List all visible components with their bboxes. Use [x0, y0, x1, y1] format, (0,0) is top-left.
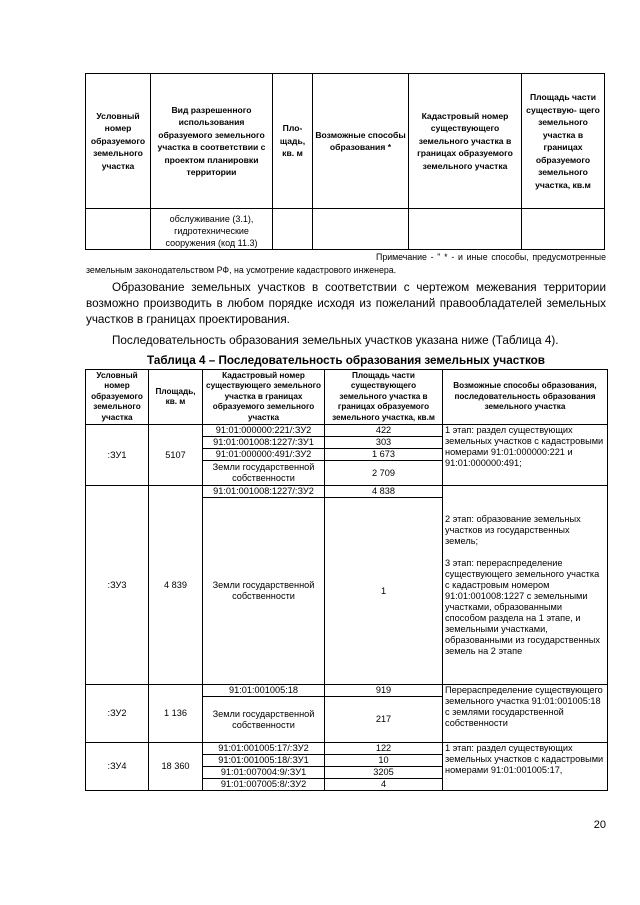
plot-id-cell: :ЗУ2	[86, 685, 149, 743]
table-header-row	[86, 370, 608, 425]
cadastral-cell: 91:01:007004:9/:ЗУ1	[203, 767, 325, 779]
cadastral-cell: Земли государственной собственности	[203, 697, 325, 743]
header-cell: Кадастровый номер существующего земельного участка в границах образуемого земельного участка	[409, 74, 522, 209]
header-cell: Условный номер образуемого земельного участка	[86, 370, 149, 425]
formation-sequence-table	[85, 369, 608, 791]
header-cell: Возможные способы образования *	[313, 74, 409, 209]
part-area-cell: 217	[325, 697, 443, 743]
cadastral-cell: 91:01:001008:1227/:ЗУ2	[203, 486, 325, 498]
header-cell: Условный номер образуемого земельного участка	[86, 74, 151, 209]
table-header-row	[86, 74, 605, 209]
table-cell	[409, 209, 522, 250]
plot-area-cell: 18 360	[149, 743, 203, 791]
body-paragraph: Образование земельных участков в соответствии с чертежом межевания территории возможно производить в любом порядке исходя из пожеланий правообладателей земельных участков в границах проектирования.	[86, 281, 606, 326]
cadastral-cell: Земли государственной собственности	[203, 498, 325, 685]
part-area-cell: 919	[325, 685, 443, 697]
cadastral-cell: 91:01:000000:221/:ЗУ2	[203, 425, 325, 437]
table-cell	[313, 209, 409, 250]
table-caption: Таблица 4 – Последовательность образования земельных участков	[147, 354, 545, 367]
table-row	[86, 486, 608, 498]
part-area-cell: 422	[325, 425, 443, 437]
method-cell	[443, 486, 608, 685]
cadastral-cell: 91:01:007005:8/:ЗУ2	[203, 779, 325, 791]
part-area-cell: 1	[325, 498, 443, 685]
table-row	[86, 743, 608, 755]
table-row	[86, 209, 605, 250]
header-cell: Площадь, кв. м	[149, 370, 203, 425]
table-row	[86, 685, 608, 697]
table-cell	[86, 209, 151, 250]
cadastral-cell: 91:01:001005:18	[203, 685, 325, 697]
part-area-cell: 2 709	[325, 461, 443, 486]
part-area-cell: 1 673	[325, 449, 443, 461]
part-area-cell: 10	[325, 755, 443, 767]
table-cell	[273, 209, 313, 250]
cadastral-cell: 91:01:001008:1227/:ЗУ1	[203, 437, 325, 449]
method-cell: 1 этап: раздел существующих земельных участков с кадастровыми номерами 91:01:000000:221 и 91:01:000000:491;	[443, 425, 608, 486]
plot-id-cell: :ЗУ3	[86, 486, 149, 685]
method-cell: 1 этап: раздел существующих земельных участков с кадастровыми номерами 91:01:001005:17,	[443, 743, 608, 791]
header-cell: Кадастровый номер существующего земельного участка в границах образуемого земельного участка	[203, 370, 325, 425]
cadastral-cell: 91:01:000000:491/:ЗУ2	[203, 449, 325, 461]
header-cell: Площадь части существую- щего земельного участка в границах образуемого земельного участка, кв.м	[522, 74, 605, 209]
part-area-cell: 303	[325, 437, 443, 449]
part-area-cell: 4	[325, 779, 443, 791]
plot-area-cell: 4 839	[149, 486, 203, 685]
plot-area-cell: 1 136	[149, 685, 203, 743]
body-paragraph: Последовательность образования земельных участков указана ниже (Таблица 4).	[112, 334, 559, 347]
land-plot-table-continued	[85, 73, 605, 250]
method-cell: Перераспределение существующего земельного участка 91:01:001005:18 с землями государственной собственности	[443, 685, 608, 743]
part-area-cell: 122	[325, 743, 443, 755]
page-number: 20	[593, 819, 606, 831]
header-cell: Пло- щадь, кв. м	[273, 74, 313, 209]
cadastral-cell: Земли государственной собственности	[203, 461, 325, 486]
table-row	[86, 425, 608, 437]
method-stage-3: 3 этап: перераспределение существующего земельного участка с кадастровым номером 91:01:001008:1227 с земельными участками, образованными способом раздела на 1 этапе, и земельными участками, образованными из государственных земель на 2 этапе	[445, 557, 600, 656]
table-cell: обслуживание (3.1), гидротехнические сооружения (код 11.3)	[151, 209, 273, 250]
header-cell: Площадь части существующего земельного участка в границах образуемого земельного участка, кв.м	[325, 370, 443, 425]
table-footnote: Примечание - " * - и иные способы, предусмотренные земельным законодательством РФ, на усмотрение кадастрового инженера.	[86, 252, 606, 275]
part-area-cell: 3205	[325, 767, 443, 779]
part-area-cell: 4 838	[325, 486, 443, 498]
plot-id-cell: :ЗУ1	[86, 425, 149, 486]
table-cell	[522, 209, 605, 250]
header-cell: Вид разрешенного использования образуемого земельного участка в соответствии с проектом планировки территории	[151, 74, 273, 209]
plot-area-cell: 5107	[149, 425, 203, 486]
method-stage-2: 2 этап: образование земельных участков из государственных земель;	[445, 513, 581, 546]
plot-id-cell: :ЗУ4	[86, 743, 149, 791]
header-cell: Возможные способы образования, последовательность образования земельного участка	[443, 370, 608, 425]
cadastral-cell: 91:01:001005:18/:ЗУ1	[203, 755, 325, 767]
cadastral-cell: 91:01:001005:17/:ЗУ2	[203, 743, 325, 755]
